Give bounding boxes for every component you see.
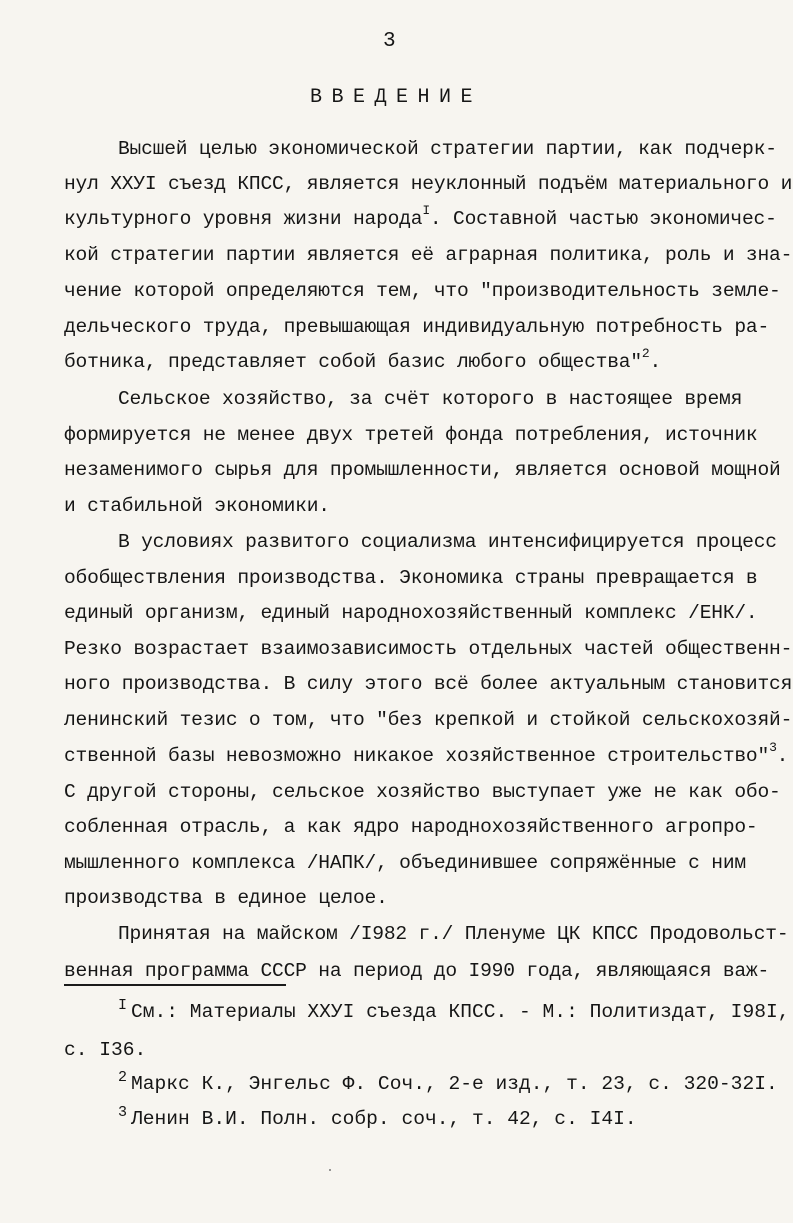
line-text: С другой стороны, сельское хозяйство выступает уже не как обо-: [64, 781, 781, 803]
scan-speck: [329, 1169, 331, 1171]
line-text: Резко возрастает взаимозависимость отдельных частей общественн-: [64, 638, 793, 660]
footnote-separator: [64, 984, 286, 986]
line-text: производства в единое целое.: [64, 887, 388, 909]
line-text: мышленного комплекса /НАПК/, объединившее сопряжённые с ним: [64, 852, 746, 874]
body-line: [64, 638, 793, 660]
line-text-continuation: .: [776, 745, 789, 767]
body-line: [64, 852, 746, 874]
body-line: [64, 280, 781, 302]
line-text: собленная отрасль, а как ядро народнохозяйственного агропро-: [64, 816, 758, 838]
line-text-continuation: . Составной частью экономичес-: [429, 208, 777, 230]
body-line: [64, 673, 793, 695]
line-text: чение которой определяются тем, что "производительность земле-: [64, 280, 781, 302]
line-text: ственной базы невозможно никакое хозяйственное строительство": [64, 745, 770, 767]
line-text: кой стратегии партии является её аграрная политика, роль и зна-: [64, 244, 793, 266]
body-line: [118, 388, 743, 410]
line-text: Сельское хозяйство, за счёт которого в настоящее время: [118, 388, 743, 410]
body-line: [118, 531, 777, 553]
body-line: [64, 960, 770, 982]
line-text: дельческого труда, превышающая индивидуальную потребность ра-: [64, 316, 770, 338]
body-line: [64, 781, 781, 803]
body-line: [64, 203, 777, 230]
body-line: [118, 138, 777, 160]
body-line: [64, 602, 758, 624]
footnote: [118, 1104, 637, 1130]
body-line: [64, 816, 758, 838]
line-text: ботника, представляет собой базис любого общества": [64, 351, 642, 373]
footnote-mark: 3: [118, 1104, 128, 1121]
body-line: [64, 740, 789, 767]
line-text: и стабильной экономики.: [64, 495, 330, 517]
line-text: формируется не менее двух третей фонда потребления, источник: [64, 424, 758, 446]
body-line: [64, 346, 698, 373]
line-text: единый организм, единый народнохозяйственный комплекс /ЕНК/.: [64, 602, 758, 624]
footnote: [64, 1041, 146, 1061]
body-line: [64, 424, 758, 446]
page-number: 3: [383, 30, 396, 53]
body-line: [64, 459, 781, 481]
body-line: [64, 709, 793, 731]
footnote-mark: 2: [118, 1069, 128, 1086]
footnote-mark: I: [118, 997, 128, 1014]
body-line: [118, 923, 789, 945]
body-line: [64, 173, 793, 195]
footnote: [118, 1069, 778, 1095]
line-text: В условиях развитого социализма интенсифицируется процесс: [118, 531, 777, 553]
footnote-text: См.: Материалы ХХУI съезда КПСС. - М.: Политиздат, I98I,: [131, 1001, 790, 1023]
line-text: незаменимого сырья для промышленности, является основой мощной: [64, 459, 781, 481]
footnote-reference: I: [422, 203, 430, 219]
footnote-reference: 3: [769, 740, 777, 756]
footnote: [118, 997, 790, 1023]
line-text: обобществления производства. Экономика страны превращается в: [64, 567, 758, 589]
body-line: [64, 495, 330, 517]
line-text: культурного уровня жизни народа: [64, 208, 423, 230]
line-text: ленинский тезис о том, что "без крепкой и стойкой сельскохозяй-: [64, 709, 793, 731]
line-text: Принятая на майском /I982 г./ Пленуме ЦК КПСС Продовольст-: [118, 923, 789, 945]
body-line: [64, 567, 758, 589]
body-line: [64, 887, 388, 909]
line-text: нул ХХУI съезд КПСС, является неуклонный подъём материального и: [64, 173, 793, 195]
footnote-reference: 2: [641, 346, 650, 362]
line-text-continuation: .: [649, 351, 662, 373]
footnote-text: с. I36.: [64, 1039, 147, 1061]
footnote-text: Ленин В.И. Полн. собр. соч., т. 42, с. I4I.: [131, 1108, 637, 1130]
line-text: ного производства. В силу этого всё более актуальным становится: [64, 673, 793, 695]
section-heading: ВВЕДЕНИЕ: [310, 86, 483, 109]
body-line: [64, 316, 770, 338]
footnote-text: Маркс К., Энгельс Ф. Соч., 2-е изд., т. 23, с. 320-32I.: [131, 1073, 778, 1095]
body-line: [64, 244, 793, 266]
line-text: венная программа СССР на период до I990 года, являющаяся важ-: [64, 960, 770, 982]
line-text: Высшей целью экономической стратегии партии, как подчерк-: [118, 138, 777, 160]
